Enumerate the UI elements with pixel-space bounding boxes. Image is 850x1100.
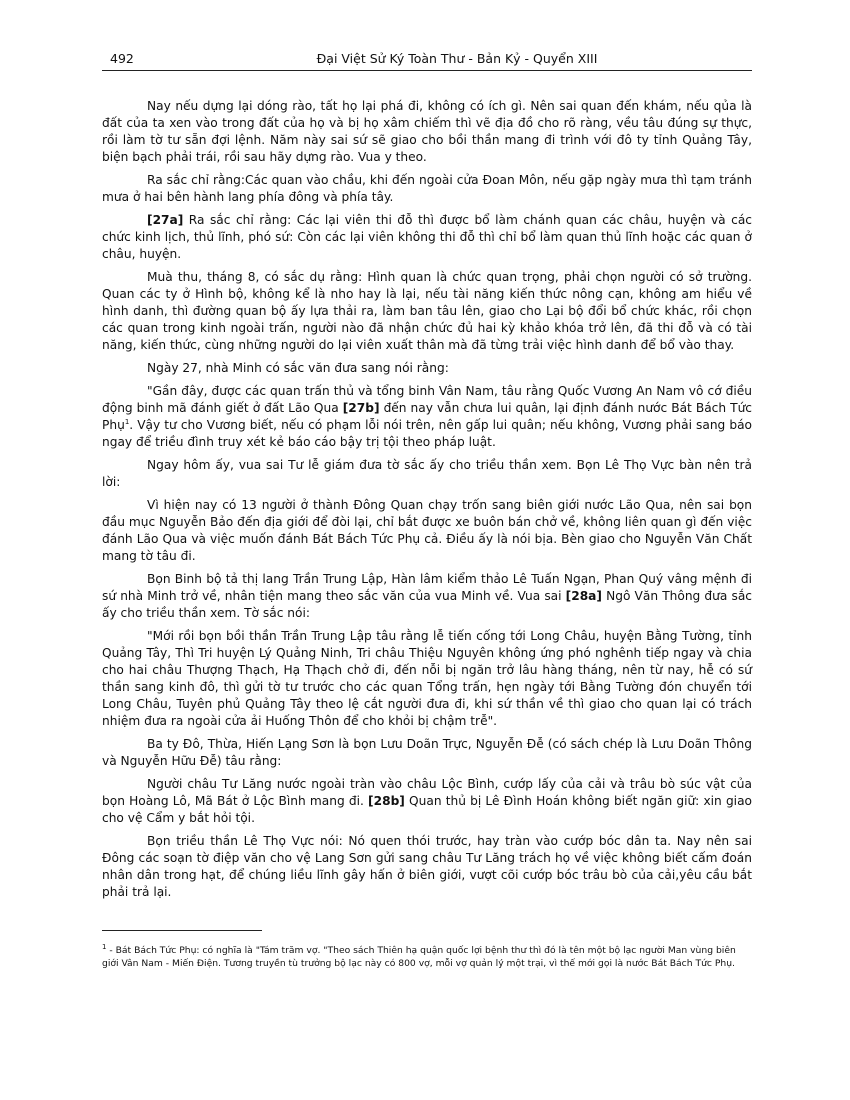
folio-marker: [27b]	[342, 401, 380, 415]
paragraph	[102, 497, 752, 565]
paragraph	[102, 212, 752, 263]
paragraph-text: Vì hiện nay có 13 người ở thành Đông Quan chạy trốn sang biên giới nước Lão Qua, nên sai bọn đầu mục Nguyễn Bảo đến địa giới để đòi lại, chỉ bắt được xe buôn bán chở về, không liên quan gì đến việc đánh Lão Qua và việc muốn đánh Bát Bách Tức Phụ cả. Điều ấy là nói bịa. Bèn giao cho Nguyễn Văn Chất mang tờ tâu đi.	[102, 498, 752, 563]
paragraph-text: "Gần đây, được các quan trấn thủ và tổng binh Vân Nam, tâu rằng Quốc Vương An Nam vô cớ điều động binh mã đánh giết ở đất Lão Qua	[102, 384, 752, 415]
paragraph-text: Nay nếu dựng lại dóng rào, tất họ lại phá đi, không có ích gì. Nên sai quan đến khám, nếu qủa là đất của ta xen vào trong đất của họ và bị họ xâm chiếm thì vẽ địa đồ cho rõ ràng, vều tâu đúng sự thực, rồi làm tờ tư sẵn đợi lệnh. Năm này sai sứ sẽ giao cho bồi thần mang đi trình với đô ty tỉnh Quảng Tây, biện bạch phải trái, rồi sau hãy dựng rào. Vua y theo.	[102, 99, 752, 164]
page-number: 492	[110, 51, 134, 66]
paragraph	[102, 833, 752, 901]
paragraph	[102, 457, 752, 491]
body-text	[102, 98, 752, 907]
paragraph-text: Ngày 27, nhà Minh có sắc văn đưa sang nói rằng:	[147, 361, 449, 375]
paragraph	[102, 360, 752, 377]
paragraph-text: Ba ty Đô, Thừa, Hiến Lạng Sơn là bọn Lưu Doãn Trực, Nguyễn Đễ (có sách chép là Lưu Doãn Thông và Nguyễn Hữu Đễ) tâu rằng:	[102, 737, 752, 768]
paragraph-text: Người châu Tư Lăng nước ngoài tràn vào châu Lộc Bình, cướp lấy của cải và trâu bò súc vật của bọn Hoàng Lô, Mã Bát ở Lộc Bình mang đi.	[102, 777, 752, 808]
paragraph-text: Bọn Binh bộ tả thị lang Trần Trung Lập, Hàn lâm kiểm thảo Lê Tuấn Ngạn, Phan Quý vâng mệnh đi sứ nhà Minh trở về, nhân tiện mang theo sắc văn của vua Minh về. Vua sai	[102, 572, 752, 603]
folio-marker: [27a]	[147, 213, 184, 227]
paragraph-text: đến nay vẫn chưa lui quân, lại định đánh nước Bát Bách Tức Phụ	[102, 401, 752, 432]
paragraph-text: Bọn triều thần Lê Thọ Vực nói: Nó quen thói trước, hay tràn vào cướp bóc dân ta. Nay nên sai Đông các soạn tờ điệp văn cho vệ Lang Sơn gửi sang châu Tư Lăng trách họ về việc không biết cấm đoán nhân dân trong hạt, để chúng liều lĩnh gây hấn ở biên giới, vượt cõi cướp bóc trâu bò của cải,yêu cầu bắt phải trả lại.	[102, 834, 752, 899]
running-title: Đại Việt Sử Ký Toàn Thư - Bản Kỷ - Quyển XIII	[316, 51, 598, 66]
header-rule	[102, 70, 752, 71]
paragraph-text: Ngay hôm ấy, vua sai Tư lễ giám đưa tờ sắc ấy cho triều thần xem. Bọn Lê Thọ Vực bàn nên trả lời:	[102, 458, 752, 489]
paragraph	[102, 736, 752, 770]
folio-marker: [28b]	[368, 794, 405, 808]
paragraph	[102, 98, 752, 166]
footnote	[102, 944, 752, 970]
paragraph	[102, 172, 752, 206]
folio-marker: [28a]	[565, 589, 602, 603]
footnote-text: - Bát Bách Tức Phụ: có nghĩa là "Tám trăm vợ. "Theo sách Thiên hạ quận quốc lợi bệnh thư thì đó là tên một bộ lạc người Man vùng biên giới Vân Nam - Miến Điện. Tương truyền tù trưởng bộ lạc này có 800 vợ, mỗi vợ quản lý một trại, vì thế mới gọi là nước Bát Bách Tức Phụ.	[102, 945, 736, 969]
paragraph	[102, 628, 752, 730]
paragraph	[102, 776, 752, 827]
paragraph-text: . Vậy tư cho Vương biết, nếu có phạm lỗi nói trên, nên gấp lui quân; nếu không, Vương phải sang báo ngay để triều đình truy xét kẻ báo cáo bậy trị tội theo pháp luật.	[102, 418, 752, 449]
paragraph	[102, 383, 752, 451]
page-header	[102, 48, 752, 70]
paragraph	[102, 269, 752, 354]
footnote-rule	[102, 930, 262, 931]
paragraph-text: Ra sắc chỉ rằng:Các quan vào chầu, khi đến ngoài cửa Đoan Môn, nếu gặp ngày mưa thì tạm tránh mưa ở hai bên hành lang phía đông và phía tây.	[102, 173, 752, 204]
footnote-ref: 1	[124, 417, 130, 426]
paragraph-text: Ra sắc chỉ rằng: Các lại viên thi đỗ thì được bổ làm chánh quan các châu, huyện và các chức kinh lịch, thủ lĩnh, phó sứ: Còn các lại viên không thi đỗ thì chỉ bổ làm quan thủ lĩnh hoặc các quan ở châu, huyện.	[102, 213, 752, 261]
paragraph-text: "Mới rồi bọn bồi thần Trần Trung Lập tâu rằng lễ tiến cống tới Long Châu, huyện Bằng Tường, tỉnh Quảng Tây, Thì Tri huyện Lý Quảng Ninh, Tri châu Thiệu Nguyên không ứng phó nghênh tiếp ngay và chia cho hai châu Thượng Thạch, Hạ Thạch chở đi, đến nỗi bị ngăn trở lâu hàng tháng, nên từ nay, hễ có sứ thần sang kinh đô, thì gửi tờ tư trước cho các quan Tổng trấn, hẹn ngày tới Bằng Tường đón chuyển tới Long Châu, Tuyên phủ Quảng Tây theo lệ cắt người đưa đi, khi sứ thần về thì giao cho quan lại có trách nhiệm đưa ra ngoài cửa ải Huống Thôn để cho khỏi bị chậm trễ".	[102, 629, 752, 728]
paragraph-text: Muà thu, tháng 8, có sắc dụ rằng: Hình quan là chức quan trọng, phải chọn người có sở trường. Quan các ty ở Hình bộ, không kể là nho hay là lại, nếu tài năng kiến thức nông cạn, không am hiểu về hình danh, thì đường quan bộ ấy lựa thải ra, làm ban tâu lên, giao cho Lại bộ đổi bổ chức khác, rồi chọn các quan trong kinh ngoài trấn, người nào đã nhận chức đủ hai kỳ khảo khóa trở lên, đã thi đỗ và có tài năng, kiến thức, cùng những người do lại viên xuất thân mà đã từng trải việc hình danh để bổ vào thay.	[102, 270, 752, 352]
paragraph-text: Quan thủ bị Lê Đình Hoán không biết ngăn giữ: xin giao cho vệ Cẩm y bắt hỏi tội.	[102, 794, 752, 825]
paragraph	[102, 571, 752, 622]
footnote-mark: 1	[102, 942, 107, 951]
paragraph-text: Ngô Văn Thông đưa sắc ấy cho triều thần xem. Tờ sắc nói:	[102, 589, 752, 620]
